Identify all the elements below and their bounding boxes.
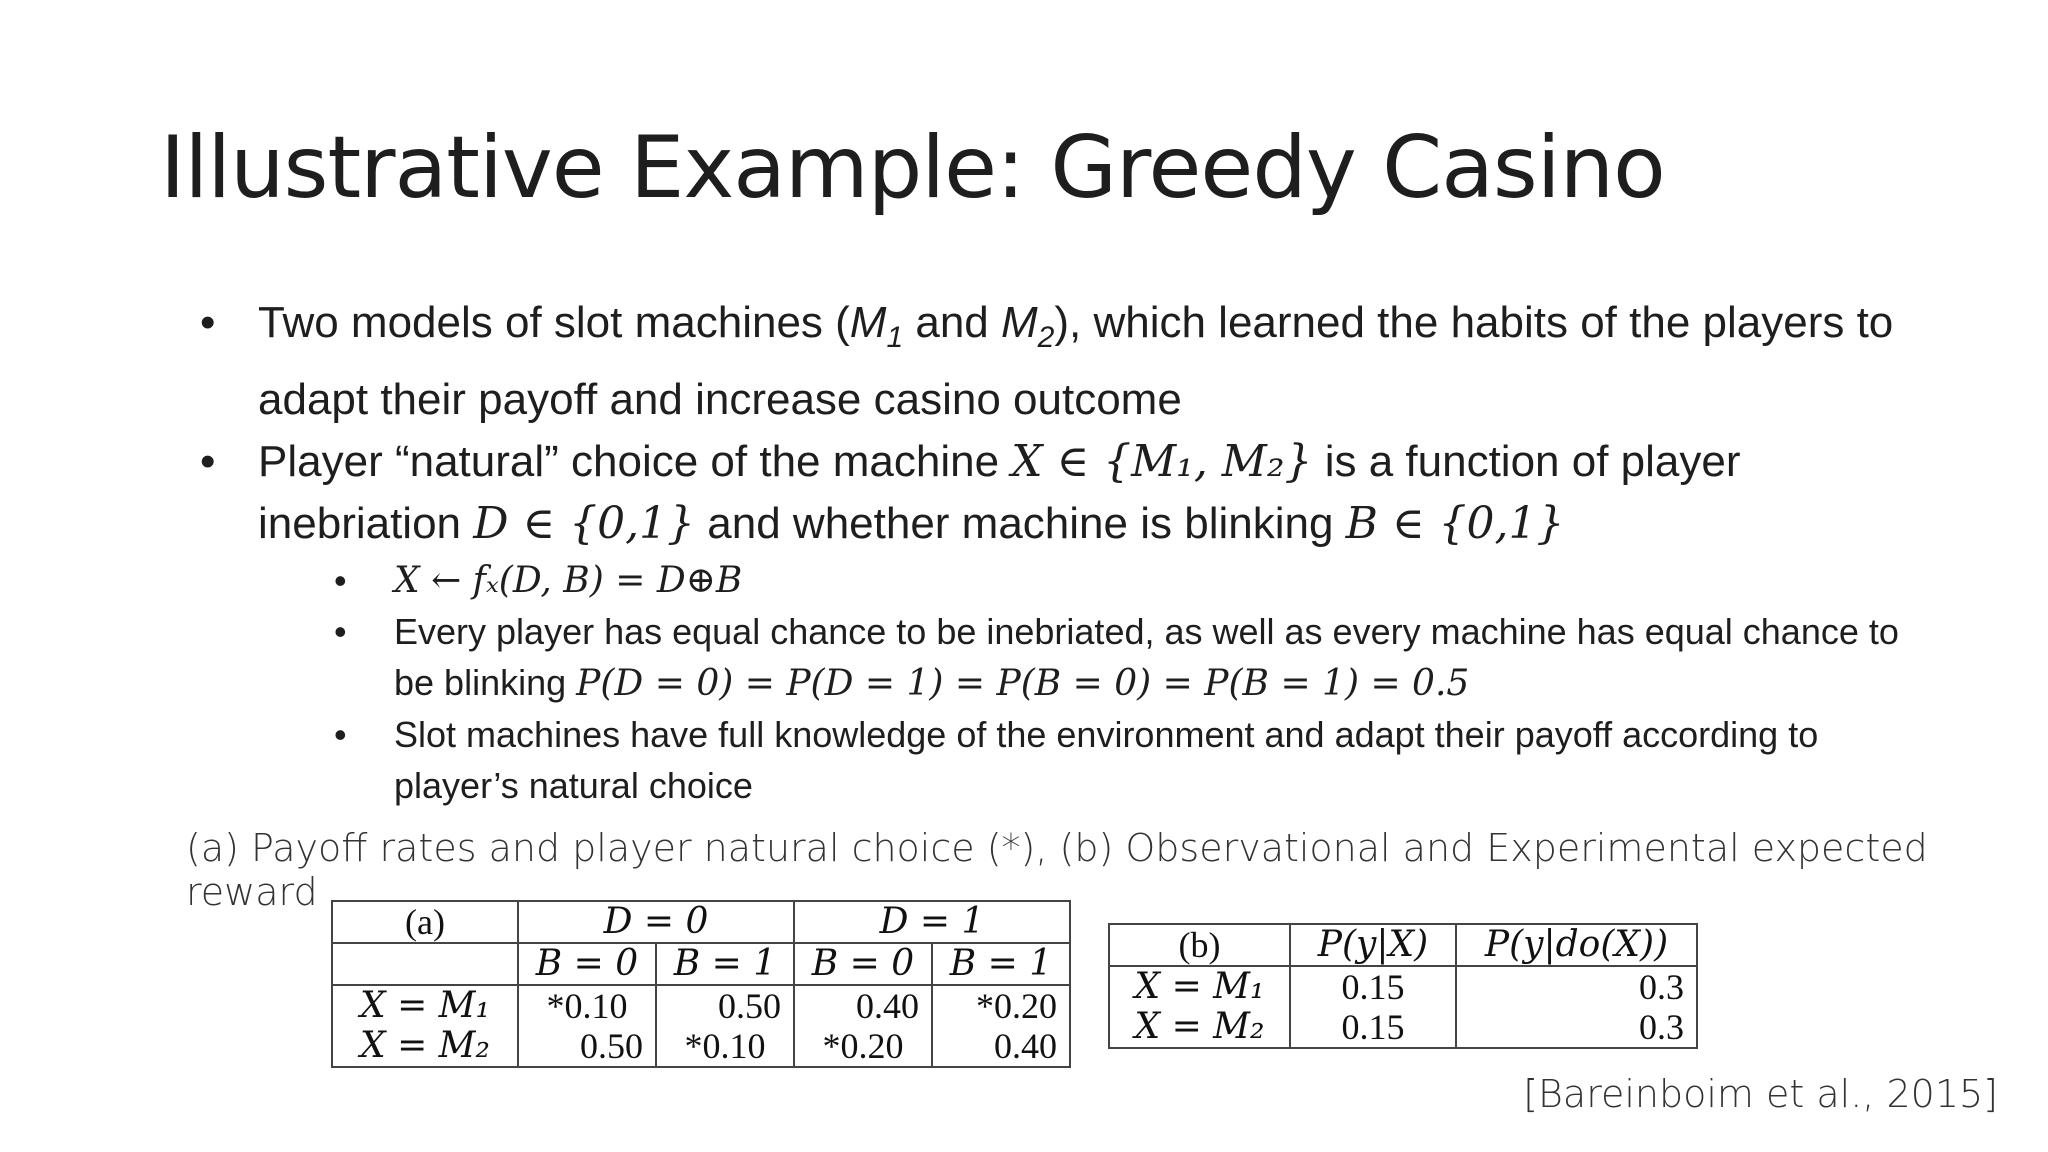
table-b-cell: 0.15 (1290, 1007, 1456, 1048)
math-expression: B ∈ {0,1} (1345, 497, 1565, 549)
table-a-empty-cell (332, 943, 518, 985)
bullet-text: Slot machines have full knowledge of the environment and adapt their payoff according to player’s natural choice (394, 713, 1819, 806)
table-a-d0-header: D = 0 (518, 901, 794, 943)
bullet-slot-machines (200, 292, 1900, 431)
citation: [Bareinboim et al., 2015] (1523, 1072, 1998, 1116)
table-a-cell: 0.40 (794, 985, 932, 1026)
table-a-cell: *0.20 (932, 985, 1070, 1026)
bullet-text: and whether machine is blinking (695, 498, 1346, 548)
bullet-text: Every player has equal chance to be inebriated, as well as every machine has equal chance to be blinking (394, 610, 1899, 703)
table-b-label: (b) (1109, 924, 1290, 966)
math-expression: X ← fₓ(D, B) = D⊕B (394, 559, 743, 601)
bullet-dot: • (334, 559, 347, 601)
math-expression: D ∈ {0,1} (473, 497, 696, 549)
table-a-cell: 0.50 (656, 985, 794, 1026)
table-b-row-label: X = M₁ (1109, 966, 1290, 1007)
math-expression: X ∈ {M₁, M₂} (1011, 435, 1313, 487)
table-a-d1-header: D = 1 (794, 901, 1070, 943)
bullet-text: Two models of slot machines ( (258, 298, 850, 347)
table-a-b0-header: B = 0 (794, 943, 932, 985)
table-a-label: (a) (332, 901, 518, 943)
bullet-dot: • (334, 610, 347, 652)
bullet-text: M (849, 298, 887, 347)
table-a-b1-header: B = 1 (932, 943, 1070, 985)
table-a-cell: 0.40 (932, 1026, 1070, 1067)
table-b-cell: 0.3 (1456, 1007, 1697, 1048)
table-b-cell: 0.15 (1290, 966, 1456, 1007)
bullet-list (200, 292, 1900, 811)
bullet-text: Player “natural” choice of the machine (258, 436, 1012, 486)
bullet-text: is a function of player inebriation (258, 436, 1741, 548)
sub-bullet-equal-chance (258, 606, 1900, 709)
sub-bullet-knowledge (258, 709, 1900, 811)
table-a-row-label: X = M₁ (332, 985, 518, 1026)
slide-title: Illustrative Example: Greedy Casino (160, 118, 1665, 218)
table-a-b0-header: B = 0 (518, 943, 656, 985)
bullet-text: 1 (886, 320, 904, 354)
bullet-dot: • (334, 713, 347, 755)
bullet-text: 2 (1037, 320, 1055, 354)
payoff-table (331, 900, 1071, 1068)
bullet-natural-choice (200, 431, 1900, 811)
table-caption: (a) Payoff rates and player natural choice (*), (b) Observational and Experimental expected reward (186, 826, 1928, 914)
table-a-b1-header: B = 1 (656, 943, 794, 985)
table-b-cell: 0.3 (1456, 966, 1697, 1007)
math-expression: P(D = 0) = P(D = 1) = P(B = 0) = P(B = 1) = 0.5 (576, 662, 1470, 704)
bullet-text: ), which learned the habits of the players to adapt their payoff and increase casino outcome (258, 298, 1894, 424)
table-a-cell: *0.10 (656, 1026, 794, 1067)
reward-table (1108, 923, 1698, 1049)
table-a-row-label: X = M₂ (332, 1026, 518, 1067)
table-a-cell: *0.10 (518, 985, 656, 1026)
sub-bullet-list (258, 555, 1900, 811)
table-a-cell: *0.20 (794, 1026, 932, 1067)
table-b-row-label: X = M₂ (1109, 1007, 1290, 1048)
bullet-text: M (1001, 298, 1038, 347)
table-a-cell: 0.50 (518, 1026, 656, 1067)
table-b-observational-header: P(y|X) (1290, 924, 1456, 966)
bullet-text: and (903, 298, 1002, 347)
sub-bullet-function (258, 555, 1900, 606)
table-b-experimental-header: P(y|do(X)) (1456, 924, 1697, 966)
